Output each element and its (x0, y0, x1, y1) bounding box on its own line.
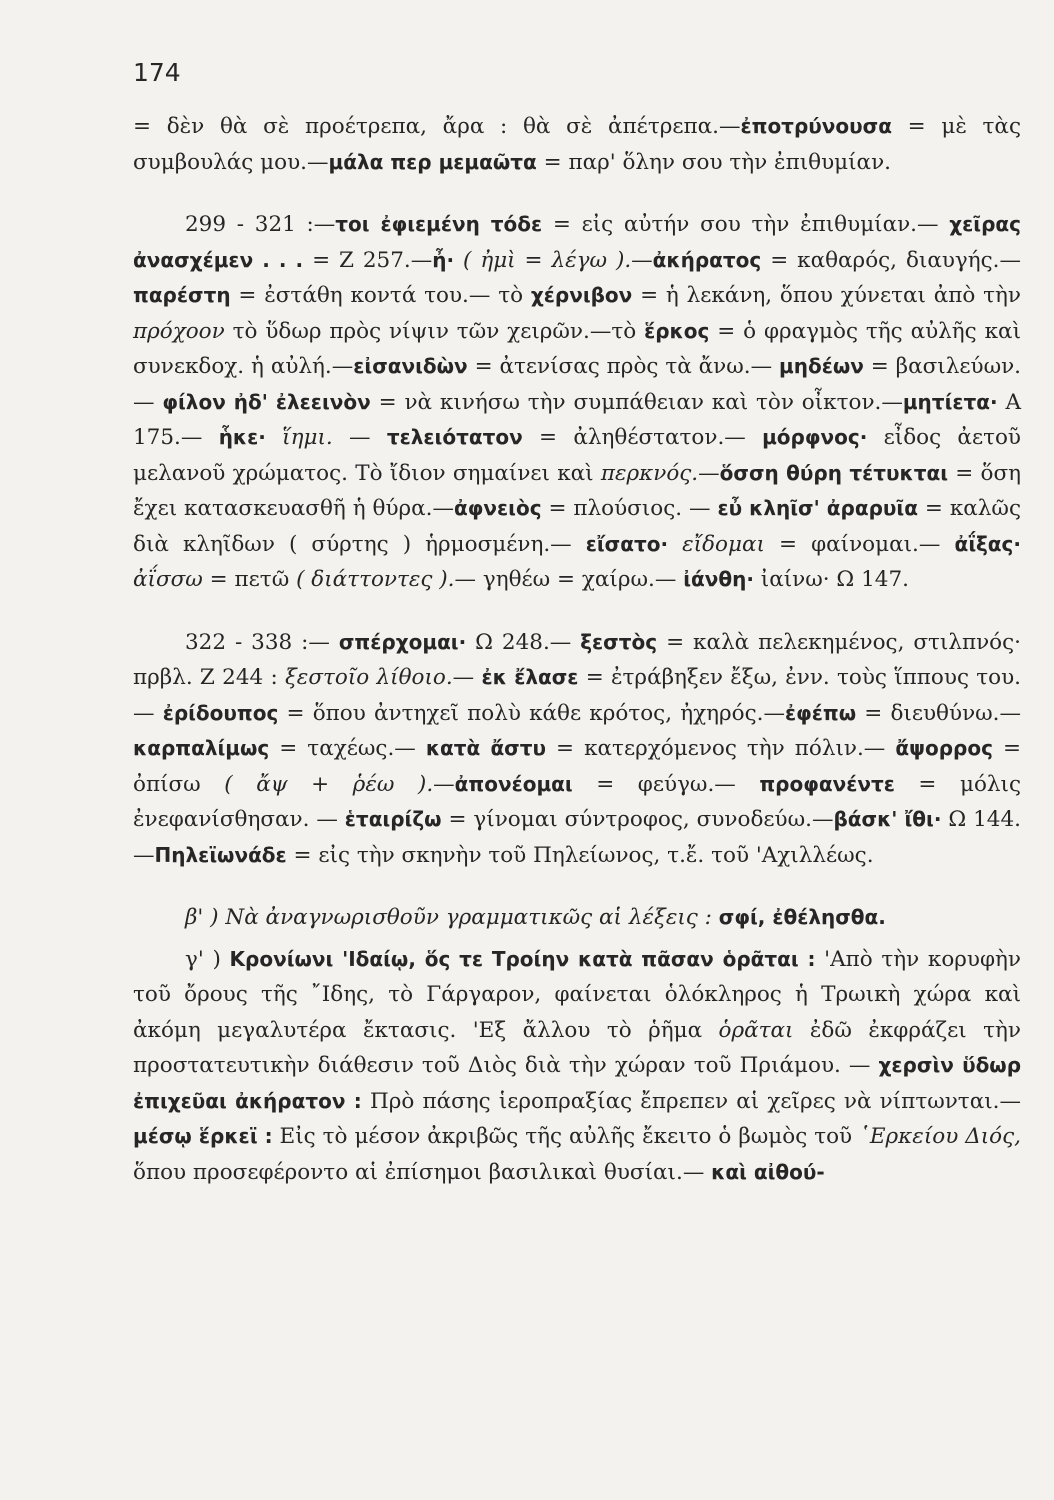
paragraph-2: 299 - 321 :—τοι ἐφιεμένη τόδε = εἰς αὐτήν σου τὴν ἐπιθυμίαν.— χεῖρας ἀνασχέμεν . . . = Ζ 257.—ἦ· ( ἠμὶ = λέγω ).—ἀκήρατος = καθαρός, διαυγής.— παρέστη = ἐστάθη κοντά του.— τὸ χέρνιβον = ἡ λεκάνη, ὅπου χύνεται ἀπὸ τὴν πρόχοον τὸ ὕδωρ πρὸς νίψιν τῶν χειρῶν.—τὸ ἕρκος = ὁ φραγμὸς τῆς αὐλῆς καὶ συνεκδοχ. ἡ αὐλή.—εἰσανιδὼν = ἀτενίσας πρὸς τὰ ἄνω.— μηδέων = βασιλεύων.— φίλον ἠδ' ἐλεεινὸν = νὰ κινήσω τὴν συμπάθειαν καὶ τὸν οἶκτον.—μητίετα· Α 175.— ἧκε· ἵημι. — τελειότατον = ἀληθέστατον.— μόρφνος· εἶδος ἀετοῦ μελανοῦ χρώματος. Τὸ ἴδιον σημαίνει καὶ περκνός.—ὅσση θύρη τέτυκται = ὅση ἔχει κατασκευασθῆ ἡ θύρα.—ἀφνειὸς = πλούσιος. — εὖ κληῖσ' ἀραρυῖα = καλῶς διὰ κληῖδων ( σύρτης ) ἡρμοσμένη.— εἴσατο· εἴδομαι = φαίνομαι.— ἀΐξας· ἀΐσσω = πετῶ ( διάττοντες ).— γηθέω = χαίρω.— ἰάνθη· ἰαίνω· Ω 147. (133, 212, 1022, 592)
paragraph-4: β' ) Νὰ ἀναγνωρισθοῦν γραμματικῶς αἱ λέξεις : σφί, ἐθέλησθα. (185, 905, 886, 930)
page-number: 174 (133, 58, 181, 87)
paragraph-1: = δὲν θὰ σὲ προέτρεπα, ἄρα : θὰ σὲ ἀπέτρεπα.—ἐποτρύνουσα = μὲ τὰς συμβουλάς μου.—μάλα περ μεμαῶτα = παρ' ὅλην σου τὴν ἐπιθυμίαν. (133, 114, 1021, 175)
paragraph-5: γ' ) Κρονίωνι 'Ιδαίῳ, ὅς τε Τροίην κατὰ πᾶσαν ὁρᾶται : 'Απὸ τὴν κορυφὴν τοῦ ὄρους τῆς ῎Ιδης, τὸ Γάργαρον, φαίνεται ὁλόκληρος ἡ Τρωικὴ χώρα καὶ ἀκόμη μεγαλυτέρα ἔκτασις. 'Εξ ἄλλου τὸ ῥῆμα ὁρᾶται ἐδῶ ἐκφράζει τὴν προστατευτικὴν διάθεσιν τοῦ Διὸς διὰ τὴν χώραν τοῦ Πριάμου. — χερσὶν ὕδωρ ἐπιχεῦαι ἀκήρατον : Πρὸ πάσης ἱεροπραξίας ἔπρεπεν αἱ χεῖρες νὰ νίπτωνται.— μέσῳ ἕρκεϊ : Εἰς τὸ μέσον ἀκριβῶς τῆς αὐλῆς ἔκειτο ὁ βωμὸς τοῦ ῾Ερκείου Διός, ὅπου προσεφέροντο αἱ ἐπίσημοι βασιλικαὶ θυσίαι.— καὶ αἰθού- (133, 946, 1022, 1185)
paragraph-3: 322 - 338 :— σπέρχομαι· Ω 248.— ξεστὸς = καλὰ πελεκημένος, στιλπνός· πρβλ. Ζ 244 : ξεστοῖο λίθοιο.— ἐκ ἔλασε = ἐτράβηξεν ἔξω, ἐνν. τοὺς ἵππους του.— ἐρίδουπος = ὅπου ἀντηχεῖ πολὺ κάθε κρότος, ἠχηρός.—ἐφέπω = διευθύνω.— καρπαλίμως = ταχέως.— κατὰ ἄστυ = κατερχόμενος τὴν πόλιν.— ἄψορρος = ὀπίσω ( ἄψ + ῥέω ).—ἀπονέομαι = φεύγω.— προφανέντε = μόλις ἐνεφανίσθησαν. — ἑταιρίζω = γίνομαι σύντροφος, συνοδεύω.—βάσκ' ἴθι· Ω 144.—Πηλεϊωνάδε = εἰς τὴν σκηνὴν τοῦ Πηλείωνος, τ.ἔ. τοῦ 'Αχιλλέως. (133, 629, 1022, 868)
page-content (133, 58, 1021, 1217)
